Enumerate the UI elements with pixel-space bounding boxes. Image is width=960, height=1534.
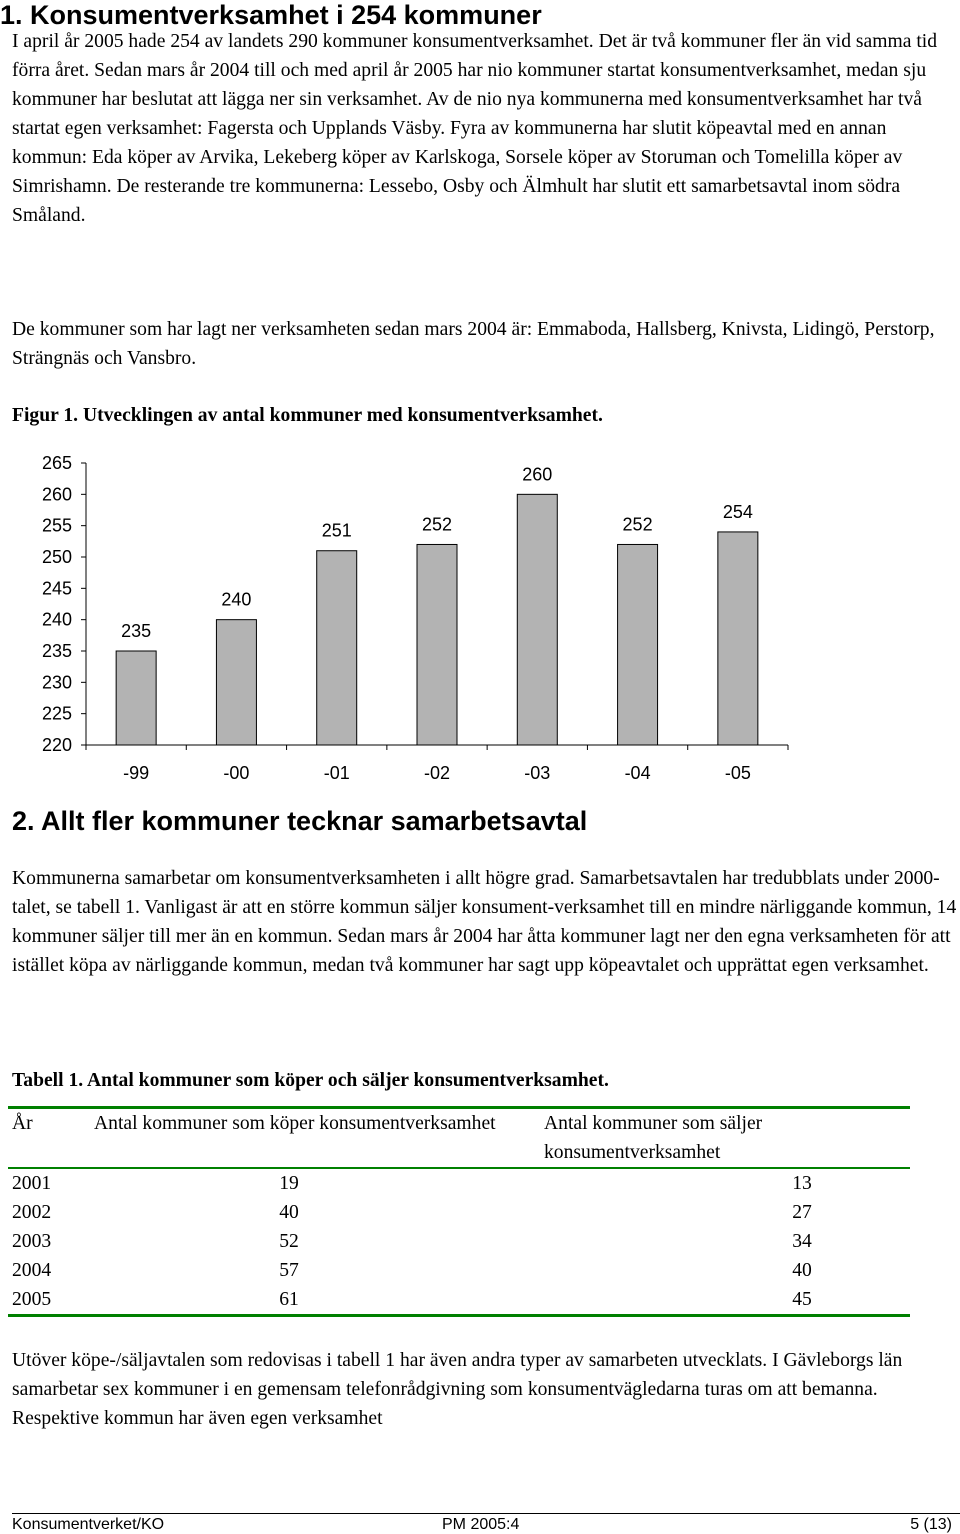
x-tick-label: -02: [423, 763, 451, 783]
y-tick-label: 260: [41, 484, 72, 505]
section-1-paragraph-1: I april år 2005 hade 254 av landets 290 kommuner konsumentverksamhet. Det är två kommuner fler än vid samma tid förra året. Sedan mars år 2004 till och med april år 2005 har nio kommuner startat konsumentverksamhet, medan sju kommuner har beslutat att lägga ner sin verksamhet. Av de nio nya kommunerna med konsumentverksamhet har två startat egen verksamhet: Fagersta och Upplands Väsby. Fyra av kommunerna har slutit köpeavtal med en annan kommun: Eda köper av Arvika, Lekeberg köper av Karlskoga, Sorsele köper av Storuman och Tomelilla köper av Simrishamn. De resterande tre kommunerna: Lessebo, Osby och Älmhult har slutit ett samarbetsavtal inom södra Småland.: [12, 31, 938, 226]
cell-buying: 52: [279, 1231, 299, 1252]
x-tick-label: -03: [524, 763, 551, 783]
cell-year: 2001: [12, 1173, 52, 1194]
cell-selling: 34: [792, 1231, 812, 1252]
table-caption: Tabell 1. Antal kommuner som köper och säljer konsumentverksamhet.: [12, 1070, 609, 1091]
section-2-heading: 2. Allt fler kommuner tecknar samarbetsavtal: [12, 806, 588, 836]
table-row: [8, 1198, 910, 1227]
cell-year: 2004: [12, 1260, 52, 1281]
data-label: 254: [722, 501, 753, 522]
cell-buying: 57: [279, 1260, 299, 1281]
y-tick-label: 240: [41, 609, 72, 630]
y-tick-label: 220: [41, 735, 72, 755]
data-table: [8, 1106, 910, 1317]
bar: [116, 651, 156, 745]
cell-selling: 40: [792, 1260, 812, 1281]
cell-buying: 19: [279, 1173, 299, 1194]
cell-year: 2005: [12, 1289, 52, 1310]
section-1-paragraph-2: De kommuner som har lagt ner verksamheten sedan mars 2004 är: Emmaboda, Hallsberg, Knivsta, Lidingö, Perstorp, Strängnäs och Vansbro.: [12, 319, 935, 369]
data-label: 252: [622, 514, 653, 535]
footer-document-id: PM 2005:4: [442, 1516, 520, 1533]
table-row: [8, 1168, 910, 1198]
section-2-paragraph-2: Utöver köpe-/säljavtalen som redovisas i tabell 1 har även andra typer av samarbeten utvecklats. I Gävleborgs län samarbetar sex kommuner i en gemensam telefonrådgivning som konsumentvägledarna turas om att bemanna. Respektive kommun har även egen verksamhet: [12, 1350, 903, 1429]
bar: [718, 532, 758, 745]
table-header-row: [8, 1108, 910, 1169]
footer-divider: [12, 1513, 960, 1514]
section-1-heading: 1. Konsumentverksamhet i 254 kommuner: [0, 0, 542, 30]
cell-year: 2003: [12, 1231, 52, 1252]
x-tick-label: -04: [624, 763, 651, 783]
y-tick-label: 255: [41, 515, 72, 536]
cell-selling: 27: [792, 1202, 812, 1223]
y-tick-label: 265: [41, 453, 72, 473]
y-tick-label: 245: [41, 578, 72, 599]
table-row: [8, 1285, 910, 1316]
data-label: 260: [522, 464, 553, 485]
x-tick-label: -99: [123, 763, 150, 783]
cell-buying: 61: [279, 1289, 299, 1310]
table-row: [8, 1256, 910, 1285]
y-tick-label: 225: [41, 703, 72, 724]
bar: [517, 494, 557, 745]
bar: [417, 544, 457, 745]
y-tick-label: 250: [41, 547, 72, 567]
x-tick-label: -00: [223, 763, 250, 783]
footer-page-number: 5 (13): [910, 1516, 952, 1533]
header-selling: Antal kommuner som säljer konsumentverksamhet: [544, 1108, 910, 1169]
y-tick-label: 235: [41, 641, 72, 661]
bar: [317, 551, 357, 745]
data-label: 240: [221, 589, 252, 610]
header-year: År: [8, 1108, 94, 1169]
y-tick-label: 230: [41, 672, 72, 693]
x-tick-label: -05: [724, 763, 751, 783]
data-label: 251: [321, 520, 352, 541]
cell-selling: 13: [792, 1173, 812, 1194]
footer-publisher: Konsumentverket/KO: [12, 1516, 165, 1533]
data-label: 252: [421, 514, 453, 535]
bar-chart: [0, 440, 960, 800]
figure-caption: Figur 1. Utvecklingen av antal kommuner med konsumentverksamhet.: [12, 405, 603, 426]
header-buying: Antal kommuner som köper konsumentverksamhet: [94, 1108, 544, 1169]
bar: [618, 544, 658, 745]
cell-selling: 45: [792, 1289, 812, 1310]
section-2-paragraph-1: Kommunerna samarbetar om konsumentverksamheten i allt högre grad. Samarbetsavtalen har tredubblats under 2000-talet, se tabell 1. Vanligast är att en större kommun säljer konsument-verksamhet till en mindre närliggande kommun, 14 kommuner säljer till mer än en kommun. Sedan mars år 2004 har åtta kommuner lagt ner den egna verksamheten för att istället köpa av närliggande kommun, medan två kommuner har sagt upp köpeavtalet och upprättat egen verksamhet.: [12, 868, 957, 976]
data-label: 235: [121, 621, 152, 641]
cell-buying: 40: [279, 1202, 299, 1223]
cell-year: 2002: [12, 1202, 52, 1223]
x-tick-label: -01: [323, 763, 350, 783]
table-row: [8, 1227, 910, 1256]
bar: [216, 620, 256, 745]
